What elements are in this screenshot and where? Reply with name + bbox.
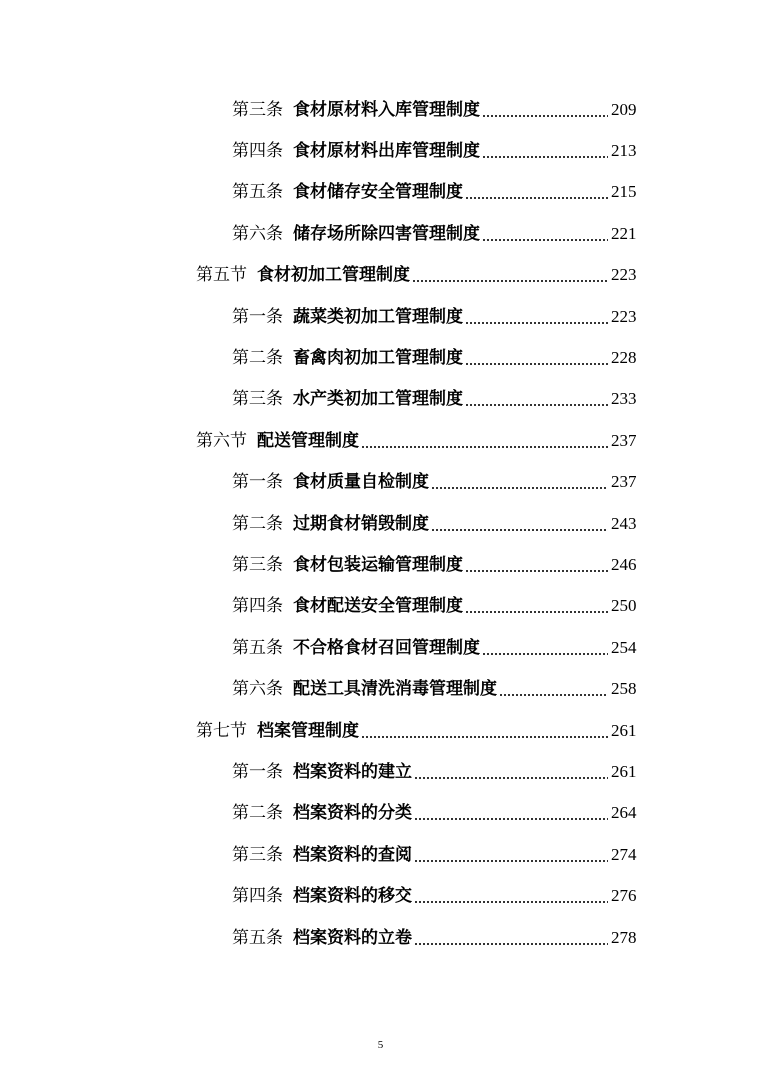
toc-dot-leader: [465, 363, 608, 365]
toc-dot-leader: [361, 446, 608, 448]
toc-entry-page: 233: [611, 389, 637, 409]
toc-dot-leader: [465, 404, 608, 406]
toc-entry-number: 第二条: [232, 513, 283, 534]
toc-dot-leader: [414, 901, 608, 903]
toc-entry-title: 蔬菜类初加工管理制度: [293, 306, 463, 327]
toc-entry-title: 食材储存安全管理制度: [293, 182, 463, 203]
toc-entry-title: 不合格食材召回管理制度: [293, 637, 480, 658]
toc-entry[interactable]: [0, 586, 761, 627]
toc-dot-leader: [361, 736, 608, 738]
toc-entry-page: 264: [611, 803, 637, 823]
toc-entry[interactable]: [0, 296, 761, 337]
toc-entry-number: 第四条: [232, 141, 283, 162]
toc-entry-page: 237: [611, 430, 637, 450]
toc-entry-page: 209: [611, 99, 637, 119]
toc-entry[interactable]: [0, 793, 761, 834]
toc-entry-page: 246: [611, 554, 637, 574]
toc-entry-number: 第三条: [232, 389, 283, 410]
toc-entry-title: 档案资料的立卷: [293, 927, 412, 948]
page-number: 5: [377, 1039, 384, 1051]
toc-section-entry[interactable]: [0, 255, 761, 296]
toc-entry-number: 第四条: [232, 886, 283, 907]
toc-entry-title: 食材包装运输管理制度: [293, 554, 463, 575]
toc-entry-number: 第六条: [232, 223, 283, 244]
toc-entry[interactable]: [0, 627, 761, 668]
toc-entry-page: 278: [611, 927, 637, 947]
toc-entry-title: 过期食材销毁制度: [293, 513, 429, 534]
toc-entry-title: 水产类初加工管理制度: [293, 389, 463, 410]
toc-entry-title: 档案资料的查阅: [293, 844, 412, 865]
table-of-contents: [0, 89, 761, 958]
toc-dot-leader: [431, 487, 608, 489]
toc-entry[interactable]: [0, 875, 761, 916]
toc-entry[interactable]: [0, 834, 761, 875]
toc-entry-page: 274: [611, 844, 637, 864]
toc-dot-leader: [465, 570, 608, 572]
toc-dot-leader: [465, 611, 608, 613]
toc-entry-number: 第六节: [196, 430, 247, 451]
toc-entry-page: 215: [611, 182, 637, 202]
toc-entry[interactable]: [0, 213, 761, 254]
toc-entry-page: 223: [611, 306, 637, 326]
toc-entry-number: 第四条: [232, 596, 283, 617]
toc-section-entry[interactable]: [0, 710, 761, 751]
toc-entry-title: 食材原材料出库管理制度: [293, 141, 480, 162]
toc-dot-leader: [465, 197, 608, 199]
toc-entry-title: 畜禽肉初加工管理制度: [293, 348, 463, 369]
toc-entry-number: 第一条: [232, 472, 283, 493]
toc-entry-number: 第五条: [232, 637, 283, 658]
toc-dot-leader: [414, 860, 608, 862]
toc-dot-leader: [482, 239, 608, 241]
toc-section-entry[interactable]: [0, 420, 761, 461]
toc-entry-page: 261: [611, 720, 637, 740]
toc-dot-leader: [465, 322, 608, 324]
toc-entry-page: 237: [611, 472, 637, 492]
toc-entry-page: 223: [611, 265, 637, 285]
toc-entry-title: 档案资料的移交: [293, 886, 412, 907]
toc-entry-title: 配送工具清洗消毒管理制度: [293, 679, 497, 700]
toc-entry-number: 第二条: [232, 348, 283, 369]
toc-dot-leader: [414, 818, 608, 820]
toc-dot-leader: [414, 943, 608, 945]
toc-entry-page: 213: [611, 141, 637, 161]
toc-entry-title: 档案资料的分类: [293, 803, 412, 824]
toc-entry-page: 258: [611, 679, 637, 699]
toc-dot-leader: [414, 777, 608, 779]
toc-entry-title: 食材原材料入库管理制度: [293, 99, 480, 120]
toc-entry[interactable]: [0, 337, 761, 378]
toc-entry[interactable]: [0, 172, 761, 213]
toc-entry-title: 档案管理制度: [257, 720, 359, 741]
toc-entry-number: 第七节: [196, 720, 247, 741]
toc-entry-page: 250: [611, 596, 637, 616]
toc-entry-page: 221: [611, 223, 637, 243]
toc-dot-leader: [499, 694, 608, 696]
toc-entry[interactable]: [0, 89, 761, 130]
toc-entry-number: 第五条: [232, 182, 283, 203]
toc-entry-page: 254: [611, 637, 637, 657]
toc-entry-title: 食材初加工管理制度: [257, 265, 410, 286]
toc-entry-title: 储存场所除四害管理制度: [293, 223, 480, 244]
toc-entry-page: 228: [611, 348, 637, 368]
toc-dot-leader: [412, 280, 608, 282]
toc-dot-leader: [431, 529, 608, 531]
toc-entry-number: 第三条: [232, 99, 283, 120]
toc-dot-leader: [482, 156, 608, 158]
toc-entry[interactable]: [0, 462, 761, 503]
toc-entry-title: 食材配送安全管理制度: [293, 596, 463, 617]
toc-dot-leader: [482, 115, 608, 117]
toc-entry-title: 档案资料的建立: [293, 761, 412, 782]
toc-entry[interactable]: [0, 379, 761, 420]
toc-entry[interactable]: [0, 503, 761, 544]
toc-entry-number: 第五节: [196, 265, 247, 286]
toc-entry-number: 第六条: [232, 679, 283, 700]
toc-entry-page: 276: [611, 886, 637, 906]
toc-entry-page: 243: [611, 513, 637, 533]
toc-entry[interactable]: [0, 917, 761, 958]
toc-entry-number: 第二条: [232, 803, 283, 824]
toc-entry[interactable]: [0, 751, 761, 792]
toc-entry-number: 第三条: [232, 844, 283, 865]
toc-entry-number: 第一条: [232, 761, 283, 782]
toc-entry[interactable]: [0, 544, 761, 585]
toc-entry[interactable]: [0, 668, 761, 709]
toc-entry-number: 第五条: [232, 927, 283, 948]
toc-entry-number: 第一条: [232, 306, 283, 327]
toc-entry-page: 261: [611, 761, 637, 781]
toc-dot-leader: [482, 653, 608, 655]
toc-entry[interactable]: [0, 130, 761, 171]
toc-entry-number: 第三条: [232, 554, 283, 575]
toc-entry-title: 配送管理制度: [257, 430, 359, 451]
toc-entry-title: 食材质量自检制度: [293, 472, 429, 493]
